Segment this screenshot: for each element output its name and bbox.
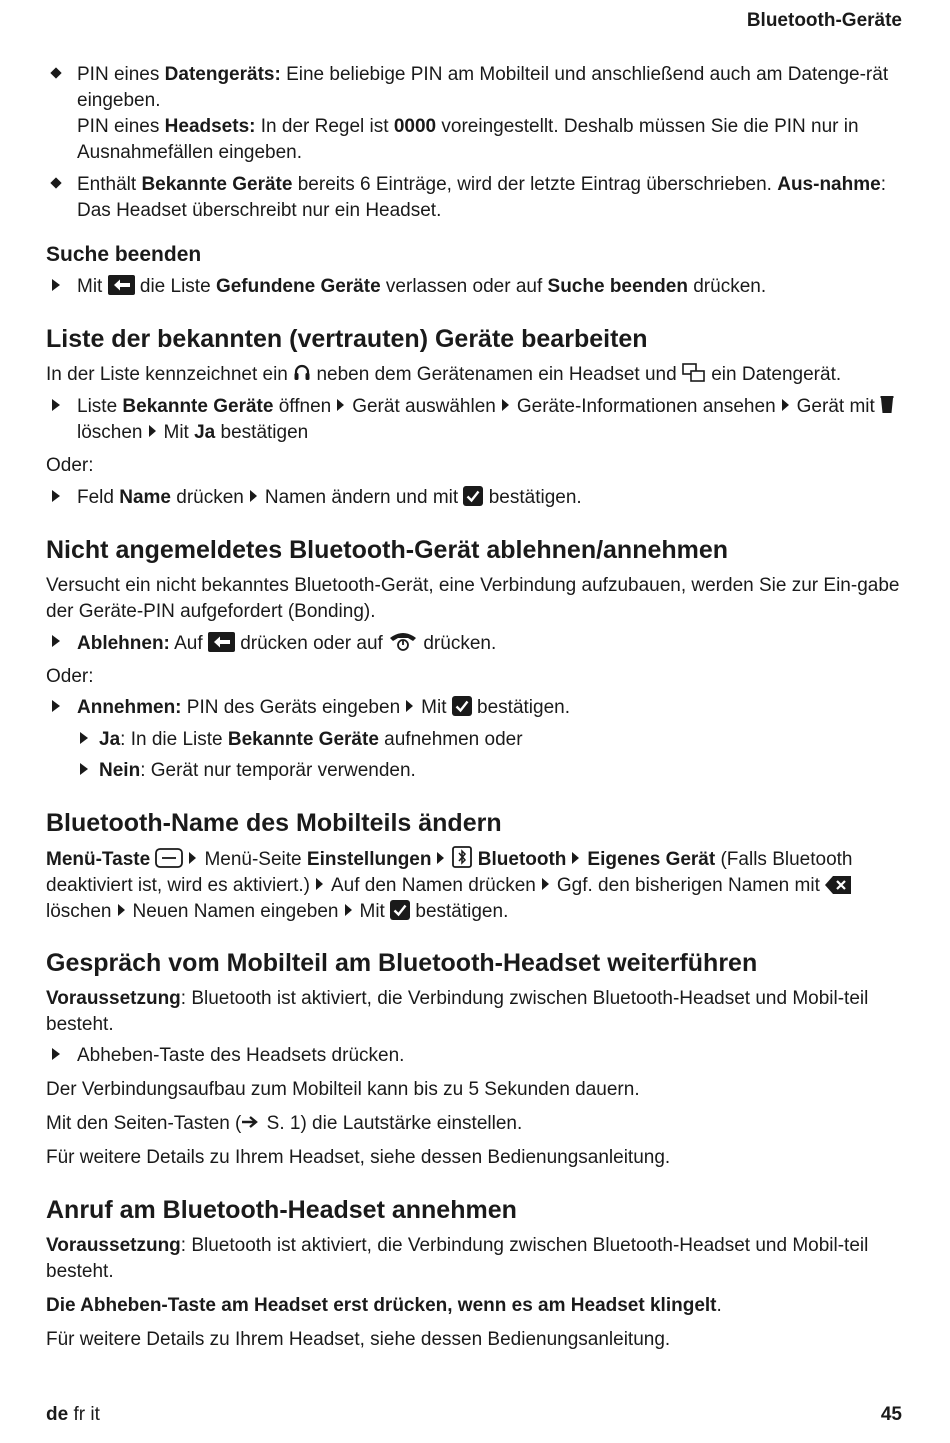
menu-key-icon xyxy=(155,848,183,868)
step-annehmen: Annehmen: PIN des Geräts eingeben Mit bestätigen. xyxy=(46,695,902,721)
step-separator-icon xyxy=(542,878,549,890)
step-liste-b: Feld Name drücken Namen ändern und mit bestätigen. xyxy=(46,485,902,511)
step-separator-icon xyxy=(337,399,344,411)
section-heading-name: Bluetooth-Name des Mobilteils ändern xyxy=(46,809,502,837)
step-liste-a: Liste Bekannte Geräte öffnen Gerät auswählen Geräte-Informationen ansehen Gerät mit löschen Mit Ja bestätigen xyxy=(46,394,902,446)
pin-bullets xyxy=(46,62,902,224)
bluetooth-icon xyxy=(452,846,472,868)
checkmark-icon xyxy=(390,900,410,920)
nicht-intro: Versucht ein nicht bekanntes Bluetooth-Gerät, eine Verbindung aufzubauen, werden Sie zur Ein-gabe der Geräte-PIN aufgefordert (Bonding). xyxy=(46,575,900,622)
back-icon xyxy=(108,275,135,295)
headset-icon xyxy=(293,363,311,383)
language-switch[interactable]: de fr it xyxy=(46,1404,100,1425)
anruf-bold-line: Die Abheben-Taste am Headset erst drücken, wenn es am Headset klingelt. xyxy=(46,1295,722,1316)
gespraech-p3: Für weitere Details zu Ihrem Headset, siehe dessen Bedienungsanleitung. xyxy=(46,1147,671,1168)
diamond-bullet-icon xyxy=(50,177,61,188)
step-arrow-icon xyxy=(80,763,88,775)
step-suche: Mit die Liste Gefundene Geräte verlassen oder auf Suche beenden drücken. xyxy=(46,274,902,300)
step-separator-icon xyxy=(118,904,125,916)
page-footer xyxy=(46,1402,902,1428)
page-number: 45 xyxy=(880,1404,902,1425)
substep-nein: Nein: Gerät nur temporär verwenden. xyxy=(46,758,902,784)
step-arrow-icon xyxy=(52,490,60,502)
step-separator-icon xyxy=(782,399,789,411)
list-item: Enthält Bekannte Geräte bereits 6 Einträge, wird der letzte Eintrag überschrieben. Aus-nahme: Das Headset überschreibt nur ein Headset. xyxy=(46,172,902,224)
step-arrow-icon xyxy=(52,1048,60,1060)
section-heading-anruf: Anruf am Bluetooth-Headset annehmen xyxy=(46,1196,517,1224)
step-separator-icon xyxy=(437,852,444,864)
section-heading-nicht: Nicht angemeldetes Bluetooth-Gerät ablehnen/annehmen xyxy=(46,536,729,564)
substep-ja: Ja: In die Liste Bekannte Geräte aufnehmen oder xyxy=(46,727,902,753)
liste-intro: In der Liste kennzeichnet ein neben dem Gerätenamen ein Headset und ein Datengerät. xyxy=(46,364,842,385)
oder-label: Oder: xyxy=(46,666,94,687)
list-item: PIN eines Datengeräts: Eine beliebige PIN am Mobilteil und anschließend auch am Datenge-rät eingeben. PIN eines Headsets: In der Regel ist 0000 voreingestellt. Deshalb müssen Sie die PIN nur in Ausnahmefällen eingeben. xyxy=(46,62,902,166)
step-separator-icon xyxy=(250,490,257,502)
step-arrow-icon xyxy=(52,399,60,411)
step-gespraech: Abheben-Taste des Headsets drücken. xyxy=(46,1043,902,1069)
step-separator-icon xyxy=(316,878,323,890)
step-arrow-icon xyxy=(52,279,60,291)
checkmark-icon xyxy=(463,486,483,506)
data-device-icon xyxy=(682,363,706,383)
section-heading-liste: Liste der bekannten (vertrauten) Geräte bearbeiten xyxy=(46,325,648,353)
step-separator-icon xyxy=(345,904,352,916)
gespraech-p1: Der Verbindungsaufbau zum Mobilteil kann bis zu 5 Sekunden dauern. xyxy=(46,1079,640,1100)
step-arrow-icon xyxy=(80,732,88,744)
delete-icon xyxy=(825,876,851,894)
step-arrow-icon xyxy=(52,635,60,647)
page-header: Bluetooth-Geräte xyxy=(746,10,902,31)
back-icon xyxy=(208,632,235,652)
step-arrow-icon xyxy=(52,700,60,712)
anruf-p3: Für weitere Details zu Ihrem Headset, siehe dessen Bedienungsanleitung. xyxy=(46,1329,671,1350)
step-ablehnen: Ablehnen: Auf drücken oder auf drücken. xyxy=(46,630,902,657)
arrow-right-icon xyxy=(241,1114,261,1130)
gespraech-p2: Mit den Seiten-Tasten ( S. 1) die Lautstärke einstellen. xyxy=(46,1113,523,1134)
checkmark-icon xyxy=(452,696,472,716)
step-separator-icon xyxy=(189,852,196,864)
name-steps: Menü-Taste Menü-Seite Einstellungen Bluetooth Eigenes Gerät (Falls Bluetooth deaktiviert ist, wird es aktiviert.) Auf den Namen drücken Ggf. den bisherigen Namen mit löschen Neuen Namen eingeben Mit bestätigen. xyxy=(46,846,902,925)
trash-icon xyxy=(880,395,894,415)
gespraech-voraussetzung: Voraussetzung: Bluetooth ist aktiviert, die Verbindung zwischen Bluetooth-Headset und Mobil-teil besteht. xyxy=(46,988,869,1035)
section-heading-gespraech: Gespräch vom Mobilteil am Bluetooth-Headset weiterführen xyxy=(46,949,758,977)
step-separator-icon xyxy=(406,700,413,712)
diamond-bullet-icon xyxy=(50,67,61,78)
step-separator-icon xyxy=(149,425,156,437)
section-heading-suche: Suche beenden xyxy=(46,243,202,266)
step-separator-icon xyxy=(572,852,579,864)
step-separator-icon xyxy=(502,399,509,411)
end-call-icon xyxy=(388,630,418,652)
oder-label: Oder: xyxy=(46,455,94,476)
anruf-voraussetzung: Voraussetzung: Bluetooth ist aktiviert, die Verbindung zwischen Bluetooth-Headset und Mobil-teil besteht. xyxy=(46,1235,869,1282)
